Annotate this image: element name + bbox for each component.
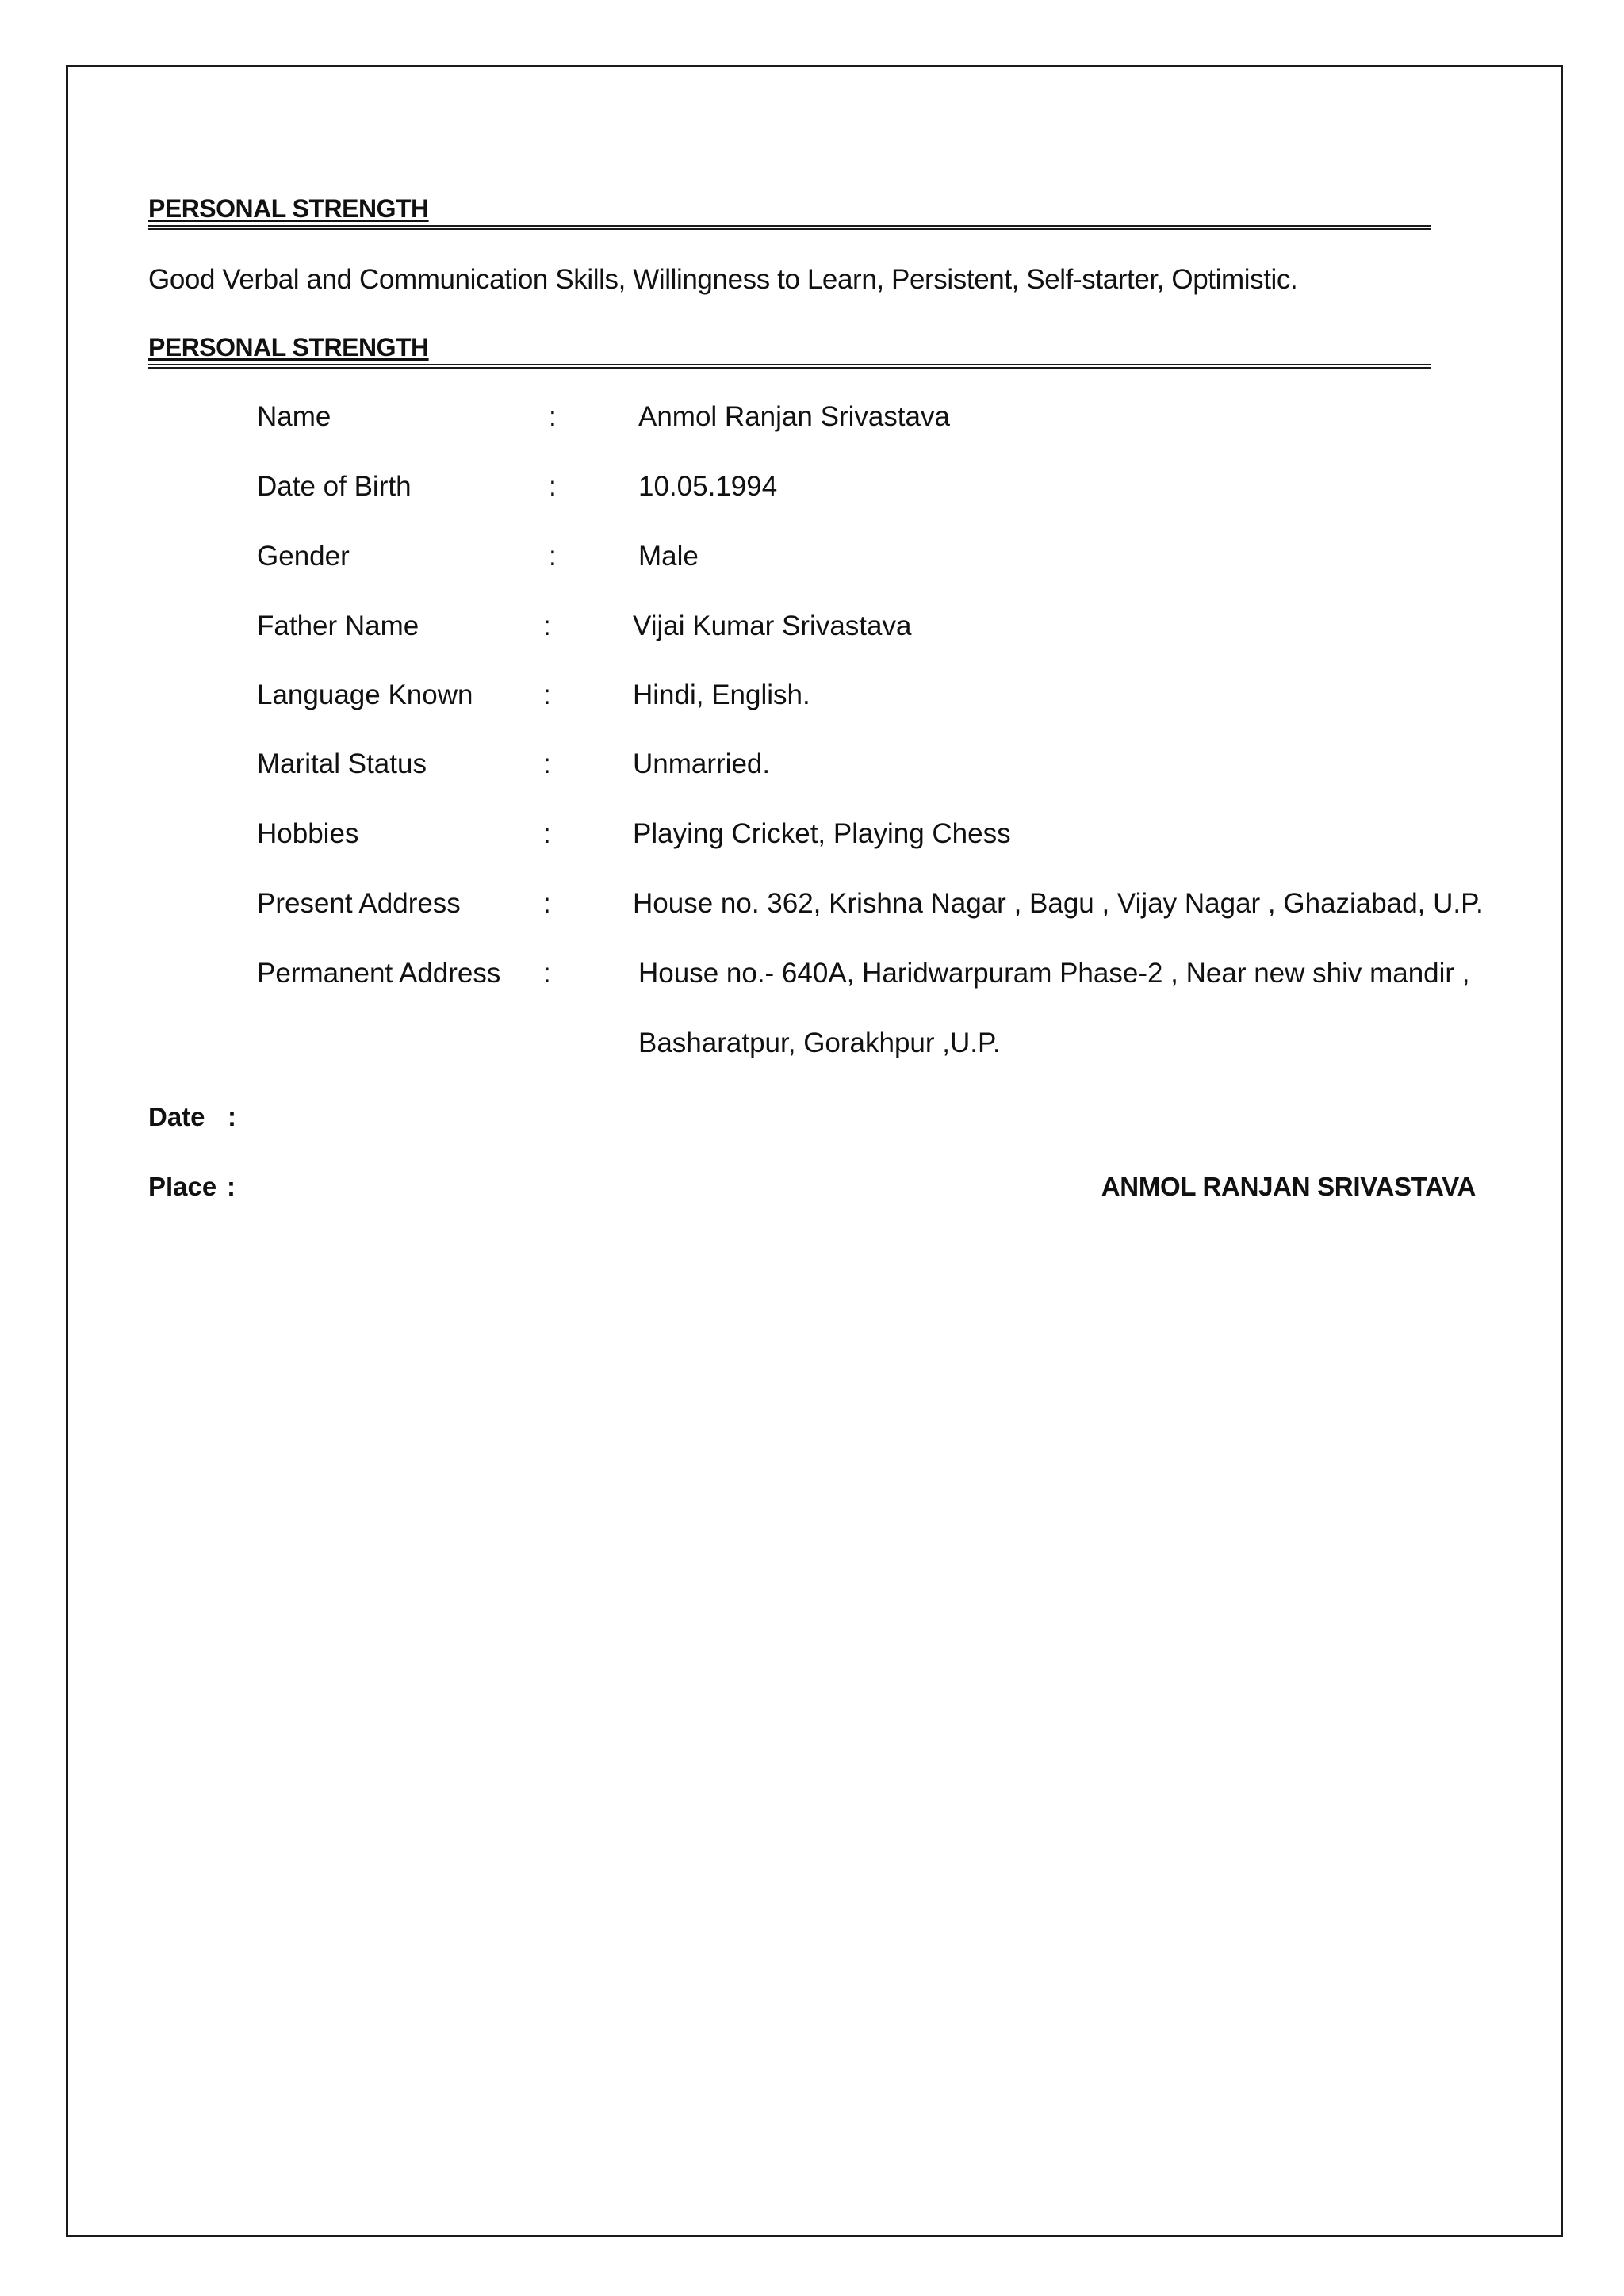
detail-separator: : — [543, 818, 551, 849]
detail-label: Marital Status — [257, 748, 427, 779]
footer-place — [148, 1172, 236, 1202]
detail-value: 10.05.1994 — [638, 471, 778, 502]
detail-separator: : — [543, 958, 551, 989]
detail-value: Hindi, English. — [633, 679, 810, 710]
footer-date-label: Date — [148, 1102, 205, 1131]
detail-value: Male — [638, 541, 699, 572]
footer-place-separator: : — [227, 1172, 236, 1201]
section-heading-details-label: PERSONAL STRENGTH — [148, 333, 429, 362]
detail-value: House no.- 640A, Haridwarpuram Phase-2 , Near new shiv mandir , — [638, 958, 1470, 989]
detail-label: Hobbies — [257, 818, 359, 849]
section-heading-strength — [148, 194, 1431, 230]
detail-separator: : — [549, 401, 557, 432]
detail-label: Permanent Address — [257, 958, 501, 989]
detail-value: Unmarried. — [633, 748, 771, 779]
strength-summary: Good Verbal and Communication Skills, Willingness to Learn, Persistent, Self-starter, Optimistic. — [148, 264, 1298, 295]
detail-label: Language Known — [257, 679, 473, 710]
detail-value: Anmol Ranjan Srivastava — [638, 401, 950, 432]
detail-separator: : — [549, 541, 557, 572]
detail-value: House no. 362, Krishna Nagar , Bagu , Vijay Nagar , Ghaziabad, U.P. — [633, 888, 1484, 919]
footer-date-separator: : — [228, 1102, 236, 1131]
detail-label: Present Address — [257, 888, 461, 919]
detail-value: Vijai Kumar Srivastava — [633, 610, 912, 641]
detail-label: Name — [257, 401, 331, 432]
signature-name: ANMOL RANJAN SRIVASTAVA — [1101, 1172, 1476, 1201]
detail-separator: : — [543, 888, 551, 919]
footer-place-label: Place — [148, 1172, 217, 1201]
detail-separator: : — [543, 748, 551, 779]
detail-value: Playing Cricket, Playing Chess — [633, 818, 1011, 849]
page-border — [66, 65, 1563, 2237]
detail-label: Gender — [257, 541, 350, 572]
detail-label: Date of Birth — [257, 471, 412, 502]
footer-date — [148, 1102, 236, 1132]
section-heading-strength-label: PERSONAL STRENGTH — [148, 194, 429, 223]
detail-label: Father Name — [257, 610, 419, 641]
detail-separator: : — [543, 679, 551, 710]
detail-separator: : — [549, 471, 557, 502]
permanent-address-continuation: Basharatpur, Gorakhpur ,U.P. — [638, 1027, 1001, 1058]
section-heading-details — [148, 333, 1431, 369]
detail-separator: : — [543, 610, 551, 641]
